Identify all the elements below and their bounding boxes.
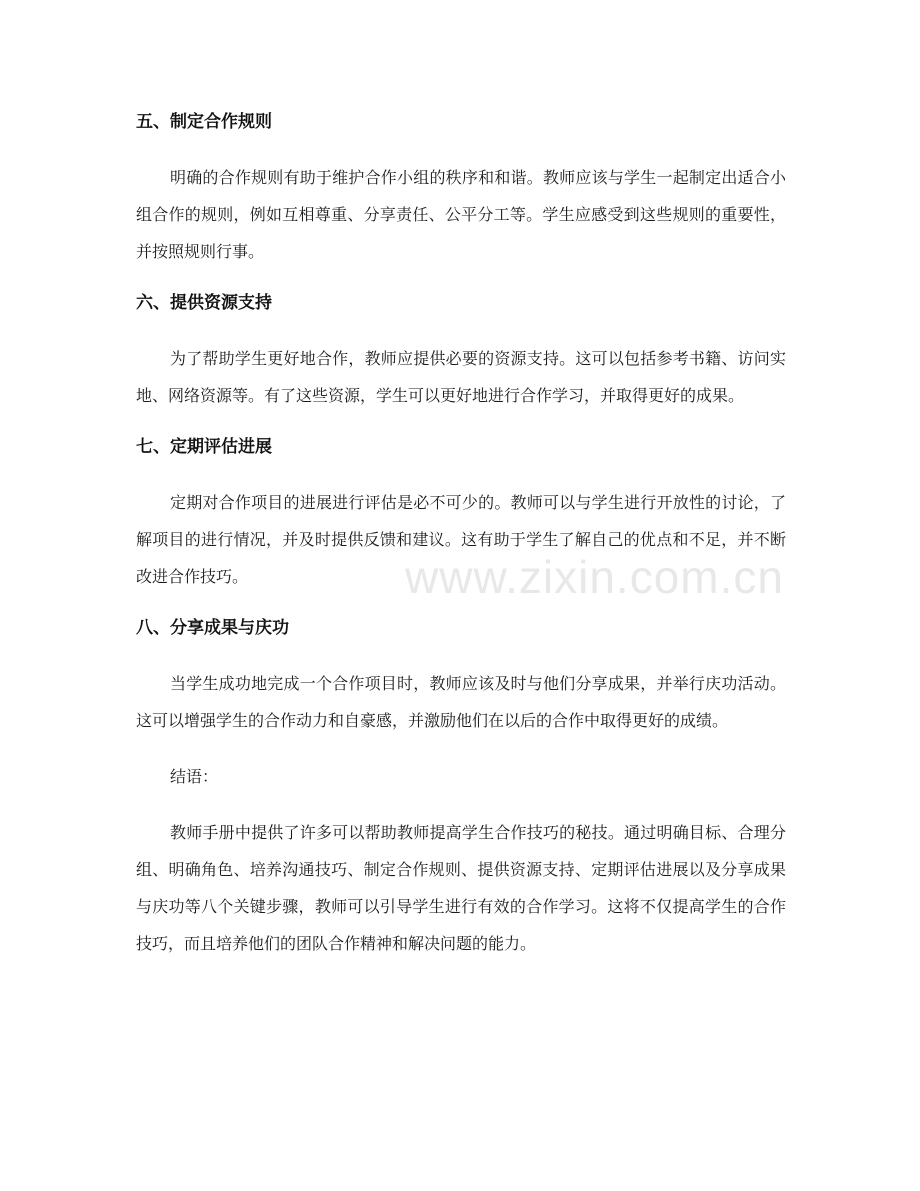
section-heading-5: 五、制定合作规则 (136, 112, 272, 132)
section-paragraph-8: 当学生成功地完成一个合作项目时，教师应该及时与他们分享成果，并举行庆功活动。这可以增强学生的合作动力和自豪感，并激励他们在以后的合作中取得更好的成绩。 (136, 674, 786, 730)
section-paragraph-7: 定期对合作项目的进展进行评估是必不可少的。教师可以与学生进行开放性的讨论，了解项目的进行情况，并及时提供反馈和建议。这有助于学生了解自己的优点和不足，并不断改进合作技巧。 (136, 493, 786, 586)
conclusion-label: 结语： (170, 767, 219, 786)
section-paragraph-5: 明确的合作规则有助于维护合作小组的秩序和和谐。教师应该与学生一起制定出适合小组合作的规则，例如互相尊重、分享责任、公平分工等。学生应感受到这些规则的重要性，并按照规则行事。 (136, 168, 786, 261)
section-heading-6: 六、提供资源支持 (136, 293, 272, 313)
document-body (136, 108, 786, 962)
section-heading-7: 七、定期评估进展 (136, 437, 272, 457)
section-heading-8: 八、分享成果与庆功 (136, 618, 289, 638)
conclusion-paragraph: 教师手册中提供了许多可以帮助教师提高学生合作技巧的秘技。通过明确目标、合理分组、明确角色、培养沟通技巧、制定合作规则、提供资源支持、定期评估进展以及分享成果与庆功等八个关键步骤，教师可以引导学生进行有效的合作学习。这将不仅提高学生的合作技巧，而且培养他们的团队合作精神和解决问题的能力。 (136, 823, 786, 953)
section-paragraph-6: 为了帮助学生更好地合作，教师应提供必要的资源支持。这可以包括参考书籍、访问实地、网络资源等。有了这些资源，学生可以更好地进行合作学习，并取得更好的成果。 (136, 349, 786, 405)
watermark: www.zixin.com.cn (405, 551, 784, 603)
